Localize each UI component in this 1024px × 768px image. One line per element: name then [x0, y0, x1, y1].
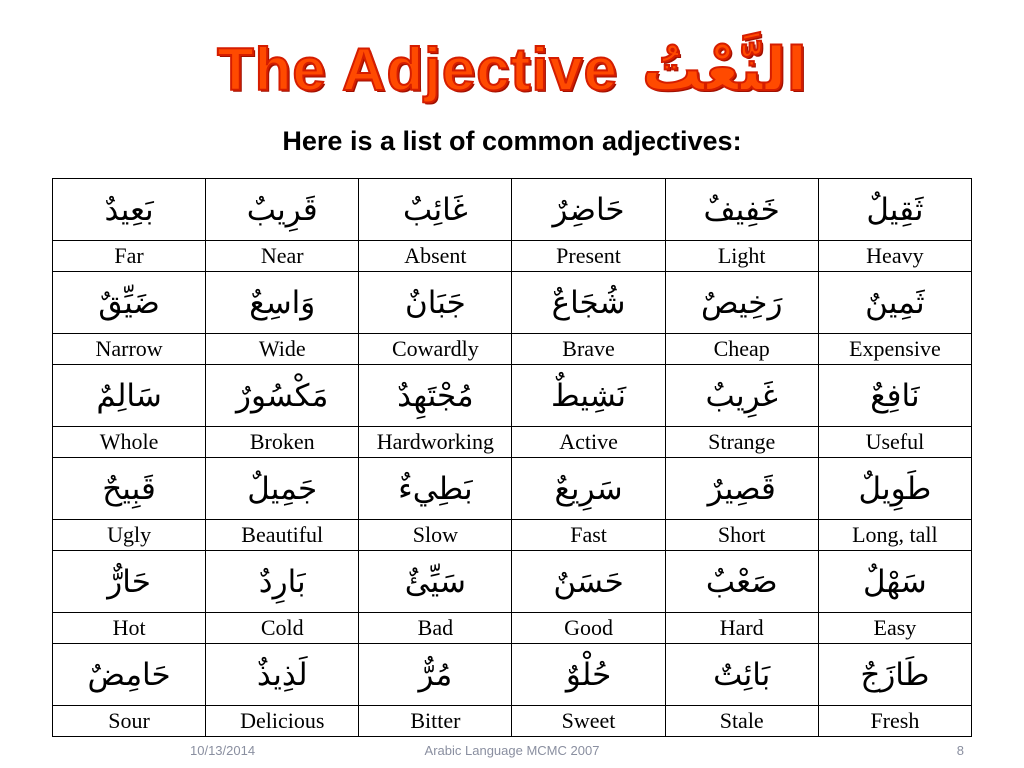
arabic-word-cell: جَبَانٌ: [359, 272, 512, 334]
english-meaning-cell: Broken: [206, 427, 359, 458]
english-meaning-cell: Sour: [53, 706, 206, 737]
arabic-word-cell: قَرِيبٌ: [206, 179, 359, 241]
english-meaning-cell: Expensive: [818, 334, 971, 365]
arabic-word-cell: حَامِضٌ: [53, 644, 206, 706]
arabic-word-cell: ثَمِينٌ: [818, 272, 971, 334]
adjectives-table-body: [53, 179, 972, 737]
arabic-row: [53, 179, 972, 241]
slide-title-arabic: النَّعْتُ: [641, 35, 807, 105]
english-meaning-cell: Beautiful: [206, 520, 359, 551]
arabic-word-cell: نَافِعٌ: [818, 365, 971, 427]
english-meaning-cell: Cheap: [665, 334, 818, 365]
english-meaning-cell: Absent: [359, 241, 512, 272]
english-meaning-cell: Stale: [665, 706, 818, 737]
english-meaning-cell: Ugly: [53, 520, 206, 551]
arabic-word-cell: سَالِمٌ: [53, 365, 206, 427]
arabic-word-cell: غَرِيبٌ: [665, 365, 818, 427]
english-meaning-cell: Strange: [665, 427, 818, 458]
english-meaning-cell: Good: [512, 613, 665, 644]
arabic-word-cell: حَارٌّ: [53, 551, 206, 613]
adjectives-table: [52, 178, 972, 737]
arabic-word-cell: قَبِيحٌ: [53, 458, 206, 520]
arabic-word-cell: ثَقِيلٌ: [818, 179, 971, 241]
slide-title-english: The Adjective: [217, 36, 618, 103]
english-meaning-cell: Far: [53, 241, 206, 272]
arabic-word-cell: سَهْلٌ: [818, 551, 971, 613]
english-meaning-cell: Narrow: [53, 334, 206, 365]
arabic-word-cell: سَيِّئٌ: [359, 551, 512, 613]
english-meaning-cell: Fast: [512, 520, 665, 551]
english-meaning-cell: Easy: [818, 613, 971, 644]
slide-title: [0, 30, 1024, 110]
arabic-row: [53, 551, 972, 613]
arabic-word-cell: حَسَنٌ: [512, 551, 665, 613]
english-meaning-cell: Hardworking: [359, 427, 512, 458]
english-meaning-cell: Bad: [359, 613, 512, 644]
english-meaning-cell: Brave: [512, 334, 665, 365]
arabic-row: [53, 365, 972, 427]
english-meaning-cell: Sweet: [512, 706, 665, 737]
arabic-word-cell: قَصِيرٌ: [665, 458, 818, 520]
english-meaning-cell: Light: [665, 241, 818, 272]
arabic-word-cell: لَذِيذٌ: [206, 644, 359, 706]
arabic-word-cell: طَوِيلٌ: [818, 458, 971, 520]
arabic-word-cell: بَارِدٌ: [206, 551, 359, 613]
arabic-word-cell: حَاضِرٌ: [512, 179, 665, 241]
english-meaning-cell: Cold: [206, 613, 359, 644]
arabic-word-cell: ضَيِّقٌ: [53, 272, 206, 334]
arabic-word-cell: بَعِيدٌ: [53, 179, 206, 241]
arabic-word-cell: غَائِبٌ: [359, 179, 512, 241]
footer-page-number: 8: [956, 743, 964, 758]
english-meaning-cell: Heavy: [818, 241, 971, 272]
english-meaning-cell: Delicious: [206, 706, 359, 737]
english-meaning-cell: Hot: [53, 613, 206, 644]
arabic-word-cell: شُجَاعٌ: [512, 272, 665, 334]
english-meaning-cell: Whole: [53, 427, 206, 458]
english-meaning-cell: Bitter: [359, 706, 512, 737]
english-row: [53, 334, 972, 365]
arabic-word-cell: طَازَجٌ: [818, 644, 971, 706]
english-row: [53, 520, 972, 551]
arabic-word-cell: مُجْتَهِدٌ: [359, 365, 512, 427]
english-meaning-cell: Slow: [359, 520, 512, 551]
english-meaning-cell: Near: [206, 241, 359, 272]
arabic-word-cell: نَشِيطٌ: [512, 365, 665, 427]
arabic-word-cell: مُرٌّ: [359, 644, 512, 706]
footer-date: 10/13/2014: [190, 743, 256, 758]
slide-subtitle: Here is a list of common adjectives:: [282, 126, 742, 156]
english-meaning-cell: Useful: [818, 427, 971, 458]
arabic-word-cell: رَخِيصٌ: [665, 272, 818, 334]
english-row: [53, 706, 972, 737]
english-meaning-cell: Long, tall: [818, 520, 971, 551]
english-meaning-cell: Fresh: [818, 706, 971, 737]
english-meaning-cell: Hard: [665, 613, 818, 644]
arabic-row: [53, 458, 972, 520]
english-meaning-cell: Active: [512, 427, 665, 458]
arabic-word-cell: مَكْسُورٌ: [206, 365, 359, 427]
english-meaning-cell: Wide: [206, 334, 359, 365]
arabic-row: [53, 644, 972, 706]
english-meaning-cell: Short: [665, 520, 818, 551]
arabic-word-cell: صَعْبٌ: [665, 551, 818, 613]
arabic-word-cell: حُلْوٌ: [512, 644, 665, 706]
english-row: [53, 241, 972, 272]
english-meaning-cell: Present: [512, 241, 665, 272]
footer-course: Arabic Language MCMC 2007: [424, 743, 600, 758]
english-row: [53, 613, 972, 644]
arabic-word-cell: بَائِتٌ: [665, 644, 818, 706]
arabic-word-cell: بَطِيءٌ: [359, 458, 512, 520]
english-row: [53, 427, 972, 458]
arabic-word-cell: خَفِيفٌ: [665, 179, 818, 241]
arabic-word-cell: جَمِيلٌ: [206, 458, 359, 520]
english-meaning-cell: Cowardly: [359, 334, 512, 365]
arabic-word-cell: سَرِيعٌ: [512, 458, 665, 520]
arabic-word-cell: وَاسِعٌ: [206, 272, 359, 334]
arabic-row: [53, 272, 972, 334]
